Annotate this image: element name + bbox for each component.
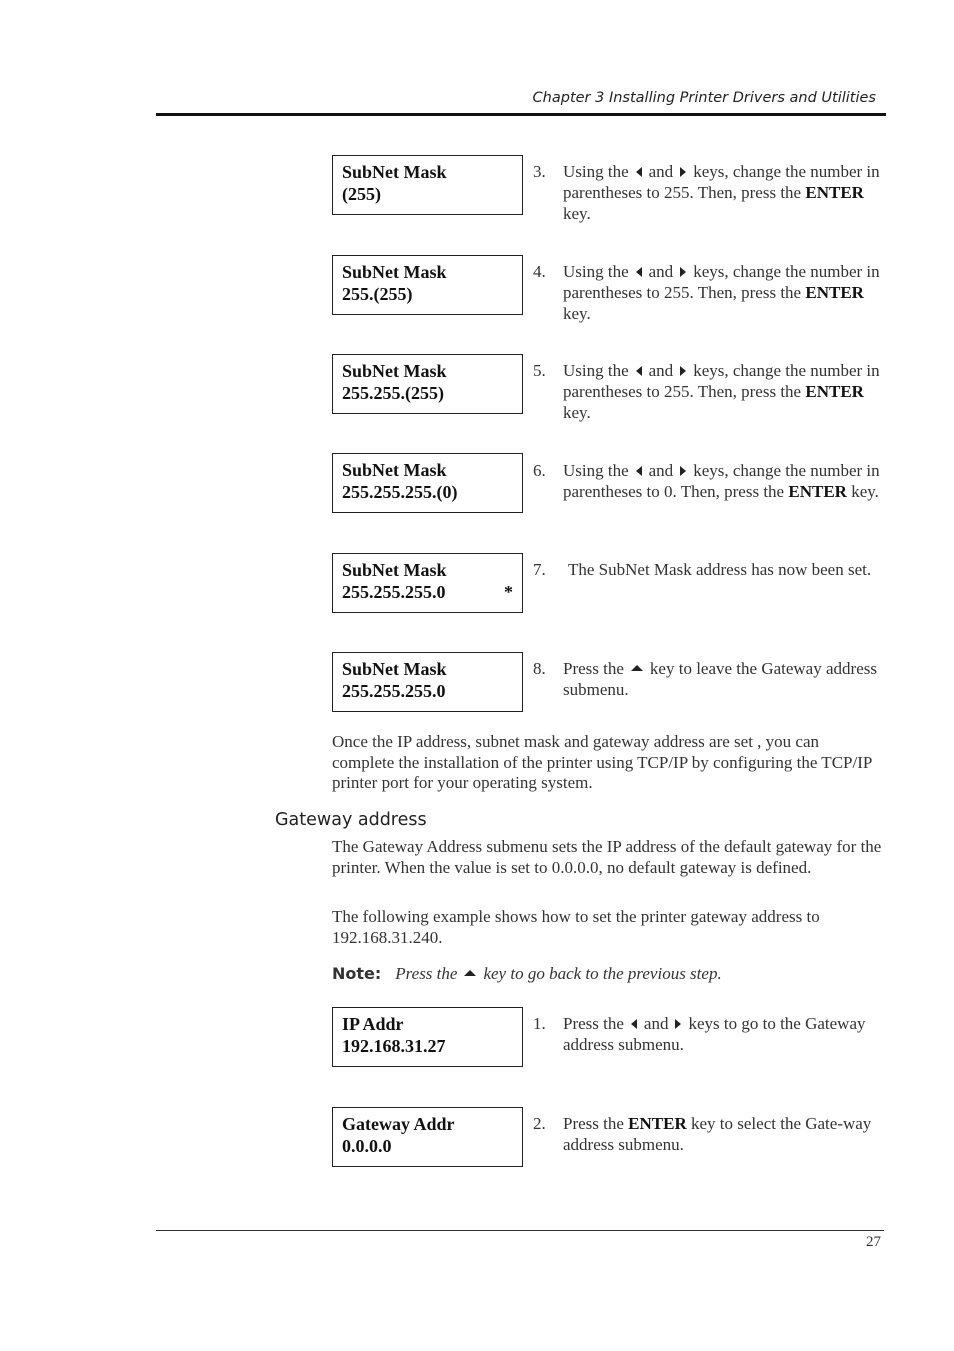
instruction-step	[533, 161, 883, 224]
lcd-line-1: SubNet Mask	[342, 361, 447, 381]
note-label: Note:	[332, 964, 382, 983]
lcd-line-2	[342, 283, 513, 305]
step-number: 3.	[533, 162, 546, 181]
lcd-value: 192.168.31.27	[342, 1036, 446, 1056]
step-text: Press the and keys to go to the Gateway address submenu.	[563, 1014, 866, 1054]
lcd-line-2	[342, 581, 513, 603]
right-arrow-key-icon	[680, 466, 686, 476]
gateway-description: The Gateway Address submenu sets the IP address of the default gateway for the printer. When the value is set to 0.0.0.0, no default gateway is defined.	[332, 837, 882, 877]
lcd-value: 255.(255)	[342, 284, 413, 304]
instruction-step	[533, 261, 883, 324]
step-text: Using the and keys, change the number in parentheses to 255. Then, press the ENTER key.	[563, 162, 880, 223]
lcd-line-2	[342, 481, 513, 503]
note	[332, 964, 722, 984]
step-text: Using the and keys, change the number in parentheses to 255. Then, press the ENTER key.	[563, 361, 880, 422]
header-divider	[156, 113, 886, 116]
note-text: Press the key to go back to the previous step.	[395, 964, 722, 983]
lcd-display	[332, 1007, 523, 1067]
step-number: 5.	[533, 361, 546, 380]
lcd-line-1: SubNet Mask	[342, 262, 447, 282]
lcd-display	[332, 652, 523, 712]
lcd-line-1: Gateway Addr	[342, 1114, 455, 1134]
left-arrow-key-icon	[636, 366, 642, 376]
lcd-line-2	[342, 680, 513, 702]
instruction-step	[533, 1113, 883, 1155]
step-number: 4.	[533, 262, 546, 281]
enter-key-label: ENTER	[805, 382, 864, 401]
instruction-step	[533, 658, 883, 700]
step-number: 1.	[533, 1014, 546, 1033]
enter-key-label: ENTER	[805, 183, 864, 202]
lcd-value: 255.255.255.0	[342, 681, 446, 701]
step-number: 2.	[533, 1114, 546, 1133]
instruction-step	[533, 559, 883, 580]
lcd-value: 255.255.255.0	[342, 582, 446, 602]
gateway-example: The following example shows how to set the printer gateway address to 192.168.31.240.	[332, 907, 820, 947]
page-number: 27	[866, 1234, 881, 1250]
step-number: 7.	[533, 560, 546, 579]
lcd-line-2	[342, 1035, 513, 1057]
lcd-value: 0.0.0.0	[342, 1136, 392, 1156]
lcd-line-1: SubNet Mask	[342, 162, 447, 182]
step-number: 8.	[533, 659, 546, 678]
lcd-display	[332, 255, 523, 315]
left-arrow-key-icon	[636, 466, 642, 476]
up-arrow-key-icon	[631, 665, 643, 671]
lcd-value: 255.255.255.(0)	[342, 482, 458, 502]
lcd-saved-indicator: *	[504, 582, 513, 602]
lcd-display	[332, 553, 523, 613]
lcd-value: 255.255.(255)	[342, 383, 444, 403]
up-arrow-key-icon	[464, 970, 476, 976]
lcd-line-2	[342, 183, 513, 205]
footer-divider	[156, 1230, 884, 1231]
lcd-display	[332, 155, 523, 215]
section-heading: Gateway address	[275, 810, 427, 830]
step-text: Using the and keys, change the number in parentheses to 0. Then, press the ENTER key.	[563, 461, 880, 501]
closing-paragraph: Once the IP address, subnet mask and gateway address are set , you can complete the installation of the printer using TCP/IP by configuring the TCP/IP printer port for your operating system.	[332, 732, 872, 792]
left-arrow-key-icon	[636, 267, 642, 277]
lcd-line-1: IP Addr	[342, 1014, 404, 1034]
instruction-step	[533, 1013, 883, 1055]
lcd-line-2	[342, 382, 513, 404]
lcd-display	[332, 453, 523, 513]
step-text: Using the and keys, change the number in parentheses to 255. Then, press the ENTER key.	[563, 262, 880, 323]
step-text: Press the ENTER key to select the Gate-way address submenu.	[563, 1114, 872, 1154]
step-number: 6.	[533, 461, 546, 480]
left-arrow-key-icon	[636, 167, 642, 177]
step-text: The SubNet Mask address has now been set.	[568, 560, 872, 579]
lcd-line-1: SubNet Mask	[342, 460, 447, 480]
instruction-step	[533, 460, 883, 502]
enter-key-label: ENTER	[628, 1114, 687, 1133]
right-arrow-key-icon	[680, 267, 686, 277]
chapter-title: Chapter 3 Installing Printer Drivers and Utilities	[532, 90, 876, 106]
enter-key-label: ENTER	[805, 283, 864, 302]
lcd-display	[332, 1107, 523, 1167]
lcd-display	[332, 354, 523, 414]
lcd-line-2	[342, 1135, 513, 1157]
enter-key-label: ENTER	[788, 482, 847, 501]
right-arrow-key-icon	[680, 366, 686, 376]
step-text: Press the key to leave the Gateway address submenu.	[563, 659, 877, 699]
left-arrow-key-icon	[631, 1019, 637, 1029]
right-arrow-key-icon	[675, 1019, 681, 1029]
lcd-line-1: SubNet Mask	[342, 659, 447, 679]
lcd-line-1: SubNet Mask	[342, 560, 447, 580]
lcd-value: (255)	[342, 184, 381, 204]
instruction-step	[533, 360, 883, 423]
right-arrow-key-icon	[680, 167, 686, 177]
